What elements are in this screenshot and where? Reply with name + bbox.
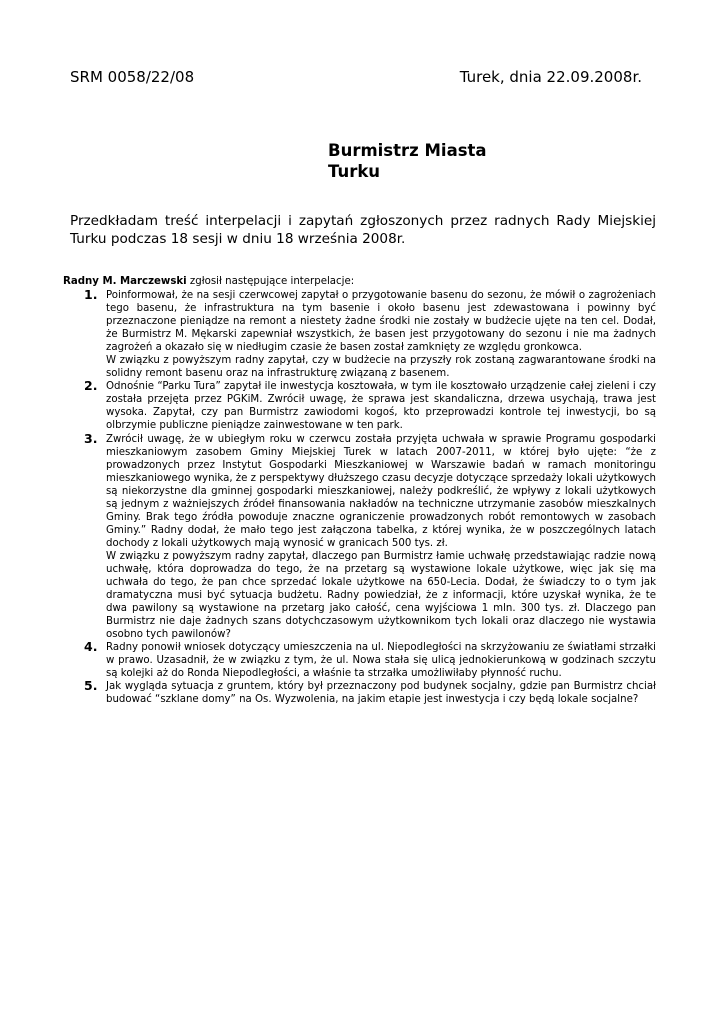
addressee — [328, 140, 487, 182]
addressee-line-1: Burmistrz Miasta — [328, 141, 487, 160]
item-paragraph: Zwrócił uwagę, że w ubiegłym roku w czerwcu została przyjęta uchwała w sprawie Programu gospodarki mieszkaniowym zasobem Gminy Miejskiej Turek w latach 2007-2011, w której było ujęte: “że z prowadzonych przez Instytut Gospodarki Mieszkaniowej w Warszawie badań w ramach monitoringu mieszkaniowego wynika, że z perspektywy dłuższego czasu decyzje dotyczące sprzedaży lokali użytkowych są niekorzystne dla gminnej gospodarki mieszkaniowej, należy podkreślić, że wpływy z lokali użytkowych są jednym z ważniejszych źródeł finansowania nakładów na techniczne utrzymanie zasobów mieszkalnych Gminy. Brak tego źródła powoduje znaczne ograniczenie prowadzonych robót remontowych w zasobach Gminy.” Radny dodał, że mało tego jest załączona tabelka, z której wynika, że w poszczególnych latach dochody z lokali użytkowych mają wynosić w granicach 500 tys. zł. — [106, 433, 656, 549]
document-reference: SRM 0058/22/08 — [70, 68, 195, 86]
item-paragraph: Odnośnie “Parku Tura” zapytał ile inwestycja kosztowała, w tym ile kosztowało urządzenie całej zieleni i czy została przejęta przez PGKiM. Zwrócił uwagę, że sprawa jest skandaliczna, drzewa usychają, trawa jest wysoka. Zapytał, czy pan Burmistrz zawiodomi kogoś, kto przeprowadzi kontrole tej inwestycji, bo są olbrzymie publiczne pieniądze zainwestowane w ten park. — [106, 381, 656, 432]
interpellation-item — [63, 289, 656, 380]
councillor-name: Radny M. Marczewski — [63, 276, 187, 287]
document-date: Turek, dnia 22.09.2008r. — [459, 68, 642, 86]
item-number: 2. — [84, 378, 98, 394]
interpellation-item — [63, 430, 656, 642]
item-paragraph: W związku z powyższym radny zapytał, czy w budżecie na przyszły rok zostaną zagwarantowane środki na solidny remont basenu oraz na infrastrukturę związaną z basenem. — [106, 355, 656, 380]
interpellation-item — [63, 641, 656, 680]
item-paragraph: Radny ponowił wniosek dotyczący umieszczenia na ul. Niepodległości na skrzyżowaniu ze światłami strzałki w prawo. Uzasadnił, że w związku z tym, że ul. Nowa stała się ulicą jednokierunkową w godzinach szczytu są kolejki aż do Ronda Niepodległości, a właśnie ta strzałka umożliwiłaby płynność ruchu. — [106, 642, 656, 680]
intro-paragraph: Przedkładam treść interpelacji i zapytań zgłoszonych przez radnych Rady Miejskiej Turku podczas 18 sesji w dniu 18 września 2008r. — [70, 213, 656, 247]
interpellation-list — [63, 289, 656, 707]
interpellation-item — [63, 680, 656, 706]
item-number: 3. — [84, 430, 98, 446]
section-lead-text: zgłosił następujące interpelacje: — [186, 276, 355, 287]
addressee-line-2: Turku — [328, 162, 381, 181]
item-paragraph: Poinformował, że na sesji czerwcowej zapytał o przygotowanie basenu do sezonu, że mówił o zagrożeniach tego basenu, że infrastruktura na tym basenie i około basenu jest zdewastowana i powinny być przeznaczone pieniądze na remont a niestety żadne środki nie zostały w budżecie ujęte na ten cel. Dodał, że Burmistrz M. Mękarski zapewniał wszystkich, że basen jest przygotowany do sezonu i nie ma żadnych zagrożeń a okazało się w niedługim czasie że basen został zamknięty ze względu gronkowca. — [106, 290, 656, 354]
interpellation-item — [63, 380, 656, 432]
item-number: 4. — [84, 639, 98, 655]
item-paragraph: W związku z powyższym radny zapytał, dlaczego pan Burmistrz łamie uchwałę przedstawiając radzie nową uchwałę, która doprowadza do tego, że na przetarg są wystawione lokale użytkowe, więc jak się ma uchwała do tego, że pan chce sprzedać lokale użytkowe na 650-Lecia. Dodał, że świadczy to o tym jak dramatyczna musi być sytuacja budżetu. Radny powiedział, że z informacji, które uzyskał wynika, że te dwa pawilony są wystawione na przetarg jako całość, cena wyjściowa 1 mln. 300 tys. zł. Dlaczego pan Burmistrz nie daje żadnych szans dotychczasowym użytkownikom tych lokali oraz dlaczego nie wystawia osobno tych pawilonów? — [106, 550, 656, 641]
item-paragraph: Jak wygląda sytuacja z gruntem, który był przeznaczony pod budynek socjalny, gdzie pan Burmistrz chciał budować “szklane domy” na Os. Wyzwolenia, na jakim etapie jest inwestycja i czy będą lokale socjalne? — [106, 681, 656, 706]
item-number: 5. — [84, 678, 98, 694]
item-number: 1. — [84, 287, 98, 302]
section-lead — [63, 275, 354, 288]
